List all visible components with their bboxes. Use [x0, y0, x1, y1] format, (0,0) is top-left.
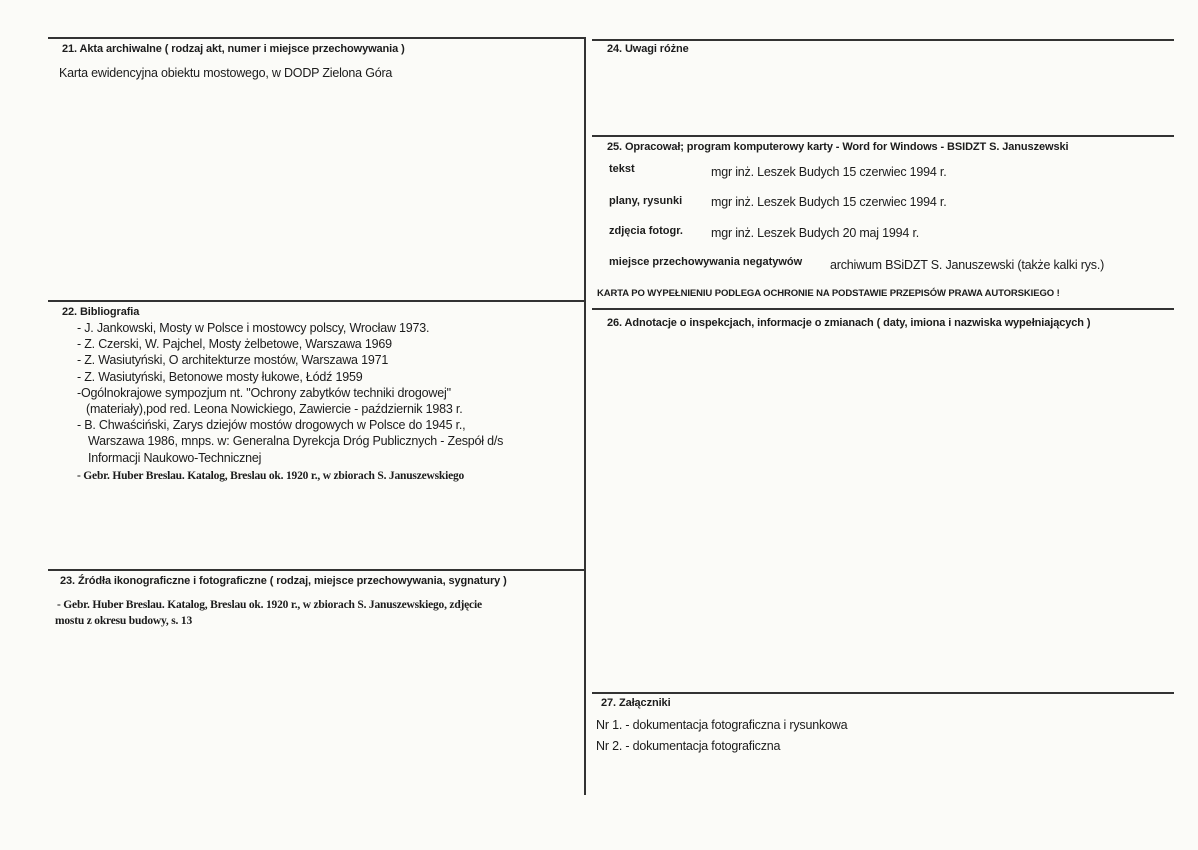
bibliography-item: - Gebr. Huber Breslau. Katalog, Breslau ok. 1920 r., w zbiorach S. Januszewskiego	[77, 470, 465, 482]
section-23-title: 23. Źródła ikonograficzne i fotograficzne ( rodzaj, miejsce przechowywania, sygnatury )	[60, 575, 507, 587]
copyright-warning: KARTA PO WYPEŁNIENIU PODLEGA OCHRONIE NA PODSTAWIE PRZEPISÓW PRAWA AUTORSKIEGO !	[597, 288, 1060, 299]
top-rule-right	[592, 39, 1174, 41]
rule-s25	[592, 135, 1174, 137]
s25-label-text: tekst	[609, 163, 635, 175]
bibliography-item: Warszawa 1986, mnps. w: Generalna Dyrekcja Dróg Publicznych - Zespół d/s	[88, 434, 504, 448]
section-26-title: 26. Adnotacje o inspekcjach, informacje o zmianach ( daty, imiona i nazwiska wypełniających )	[607, 317, 1091, 329]
rule-s27	[592, 692, 1174, 694]
section-23-line: - Gebr. Huber Breslau. Katalog, Breslau ok. 1920 r., w zbiorach S. Januszewskiego, zdjęcie	[57, 599, 482, 611]
s25-value-plans: mgr inż. Leszek Budych 15 czerwiec 1994 r.	[711, 195, 947, 209]
bibliography-item: - Z. Czerski, W. Pajchel, Mosty żelbetowe, Warszawa 1969	[77, 337, 392, 351]
rule-s23	[48, 569, 585, 571]
bibliography-item: -Ogólnokrajowe sympozjum nt. "Ochrony zabytków techniki drogowej"	[77, 386, 451, 400]
section-22-title: 22. Bibliografia	[62, 306, 140, 318]
section-23-line: mostu z okresu budowy, s. 13	[55, 615, 193, 627]
s25-value-photos: mgr inż. Leszek Budych 20 maj 1994 r.	[711, 226, 919, 240]
bibliography-item: (materiały),pod red. Leona Nowickiego, Zawiercie - październik 1983 r.	[86, 402, 463, 416]
attachment-item: Nr 2. - dokumentacja fotograficzna	[596, 739, 781, 753]
s25-label-plans: plany, rysunki	[609, 195, 683, 207]
bibliography-item: - Z. Wasiutyński, Betonowe mosty łukowe, Łódź 1959	[77, 370, 363, 384]
s25-label-negatives: miejsce przechowywania negatywów	[609, 256, 803, 268]
section-24-title: 24. Uwagi różne	[607, 43, 689, 55]
section-25-title: 25. Opracował; program komputerowy karty - Word for Windows - BSIDZT S. Januszewski	[607, 141, 1069, 153]
bibliography-item: - B. Chwaściński, Zarys dziejów mostów drogowych w Polsce do 1945 r.,	[77, 418, 466, 432]
rule-s26	[592, 308, 1174, 310]
attachment-item: Nr 1. - dokumentacja fotograficzna i rysunkowa	[596, 718, 848, 732]
s25-value-text: mgr inż. Leszek Budych 15 czerwiec 1994 r.	[711, 165, 947, 179]
section-27-title: 27. Załączniki	[601, 697, 671, 709]
top-rule-left	[48, 37, 585, 39]
bibliography-item: - J. Jankowski, Mosty w Polsce i mostowcy polscy, Wrocław 1973.	[77, 321, 430, 335]
s25-label-photos: zdjęcia fotogr.	[609, 225, 683, 237]
bibliography-item: Informacji Naukowo-Technicznej	[88, 451, 262, 465]
bibliography-item: - Z. Wasiutyński, O architekturze mostów, Warszawa 1971	[77, 353, 389, 367]
rule-s22	[48, 300, 585, 302]
section-21-content: Karta ewidencyjna obiektu mostowego, w DODP Zielona Góra	[59, 66, 393, 80]
section-21-title: 21. Akta archiwalne ( rodzaj akt, numer i miejsce przechowywania )	[62, 43, 405, 55]
center-divider	[584, 37, 586, 795]
s25-value-negatives: archiwum BSiDZT S. Januszewski (także kalki rys.)	[830, 258, 1105, 272]
